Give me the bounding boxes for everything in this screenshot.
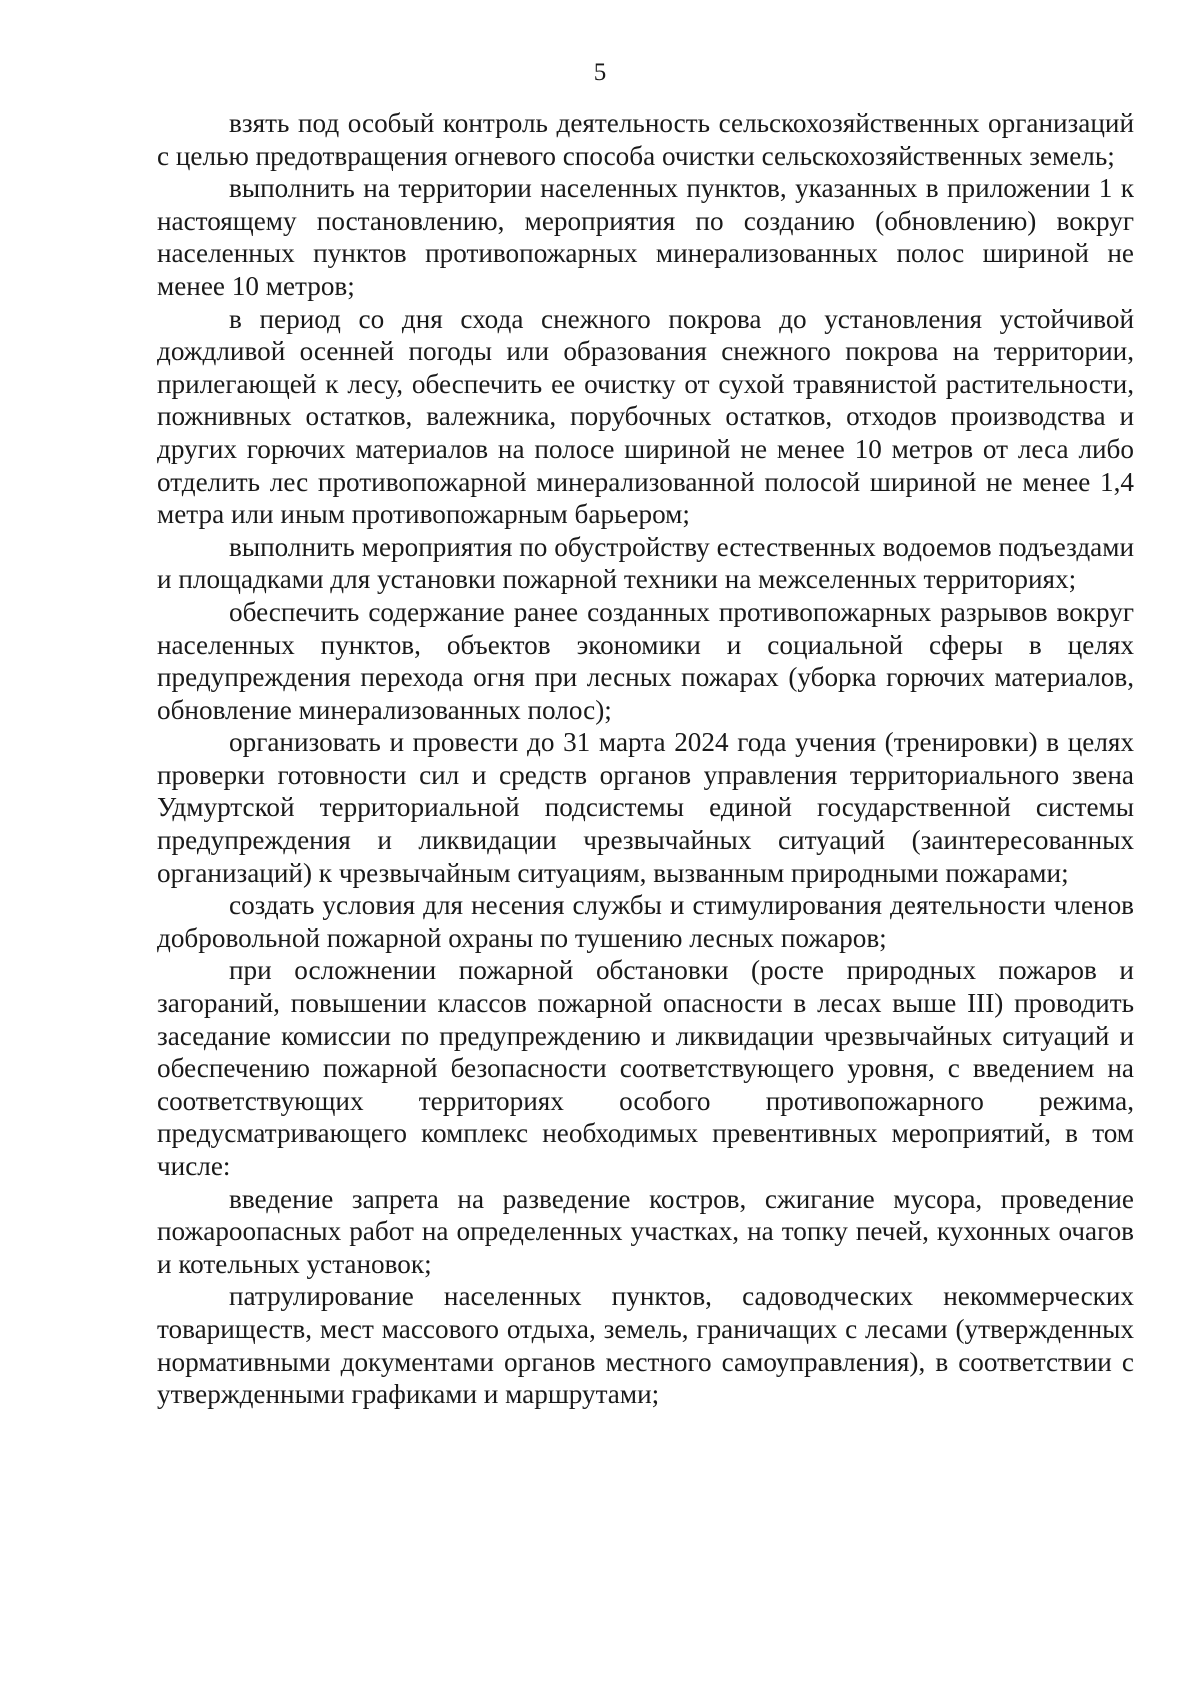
- paragraph-volunteer-fire-service: создать условия для несения службы и стимулирования деятельности членов добровольной пожарной охраны по тушению лесных пожаров;: [157, 890, 1134, 953]
- paragraph-fire-ban: введение запрета на разведение костров, сжигание мусора, проведение пожароопасных работ на определенных участках, на топку печей, кухонных очагов и котельных установок;: [157, 1183, 1134, 1279]
- paragraph-forest-clearing: в период со дня схода снежного покрова до установления устойчивой дождливой осенней погоды или образования снежного покрова на территории, прилегающей к лесу, обеспечить ее очистку от сухой травянистой растительности, пожнивных остатков, валежника, порубочных остатков, отходов производства и других горючих материалов на полосе шириной не менее 10 метров от леса либо отделить лес противопожарной минерализованной полосой шириной не менее 1,4 метра или иным противопожарным барьером;: [157, 303, 1134, 530]
- document-body: [157, 107, 1134, 1411]
- paragraph-mineralized-strips: выполнить на территории населенных пунктов, указанных в приложении 1 к настоящему постановлению, мероприятия по созданию (обновлению) вокруг населенных пунктов противопожарных минерализованных полос шириной не менее 10 метров;: [157, 173, 1134, 301]
- paragraph-training-exercises: организовать и провести до 31 марта 2024 года учения (тренировки) в целях проверки готовности сил и средств органов управления территориального звена Удмуртской территориальной подсистемы единой государственной системы предупреждения и ликвидации чрезвычайных ситуаций (заинтересованных организаций) к чрезвычайным ситуациям, вызванным природными пожарами;: [157, 727, 1134, 888]
- paragraph-emergency-commission: при осложнении пожарной обстановки (росте природных пожаров и загораний, повышении классов пожарной опасности в лесах выше III) проводить заседание комиссии по предупреждению и ликвидации чрезвычайных ситуаций и обеспечению пожарной безопасности соответствующего уровня, с введением на соответствующих территориях особого противопожарного режима, предусматривающего комплекс необходимых превентивных мероприятий, в том числе:: [157, 955, 1134, 1181]
- paragraph-agricultural-control: взять под особый контроль деятельность сельскохозяйственных организаций с целью предотвращения огневого способа очистки сельскохозяйственных земель;: [157, 108, 1134, 171]
- paragraph-water-reservoirs: выполнить мероприятия по обустройству естественных водоемов подъездами и площадками для установки пожарной техники на межселенных территориях;: [157, 531, 1134, 595]
- page-number: 5: [593, 59, 607, 86]
- paragraph-firebreaks: обеспечить содержание ранее созданных противопожарных разрывов вокруг населенных пунктов, объектов экономики и социальной сферы в целях предупреждения перехода огня при лесных пожарах (уборка горючих материалов, обновление минерализованных полос);: [157, 596, 1134, 725]
- paragraph-patrolling: патрулирование населенных пунктов, садоводческих некоммерческих товариществ, мест массового отдыха, земель, граничащих с лесами (утвержденных нормативными документами органов местного самоуправления), в соответствии с утвержденными графиками и маршрутами;: [157, 1281, 1134, 1410]
